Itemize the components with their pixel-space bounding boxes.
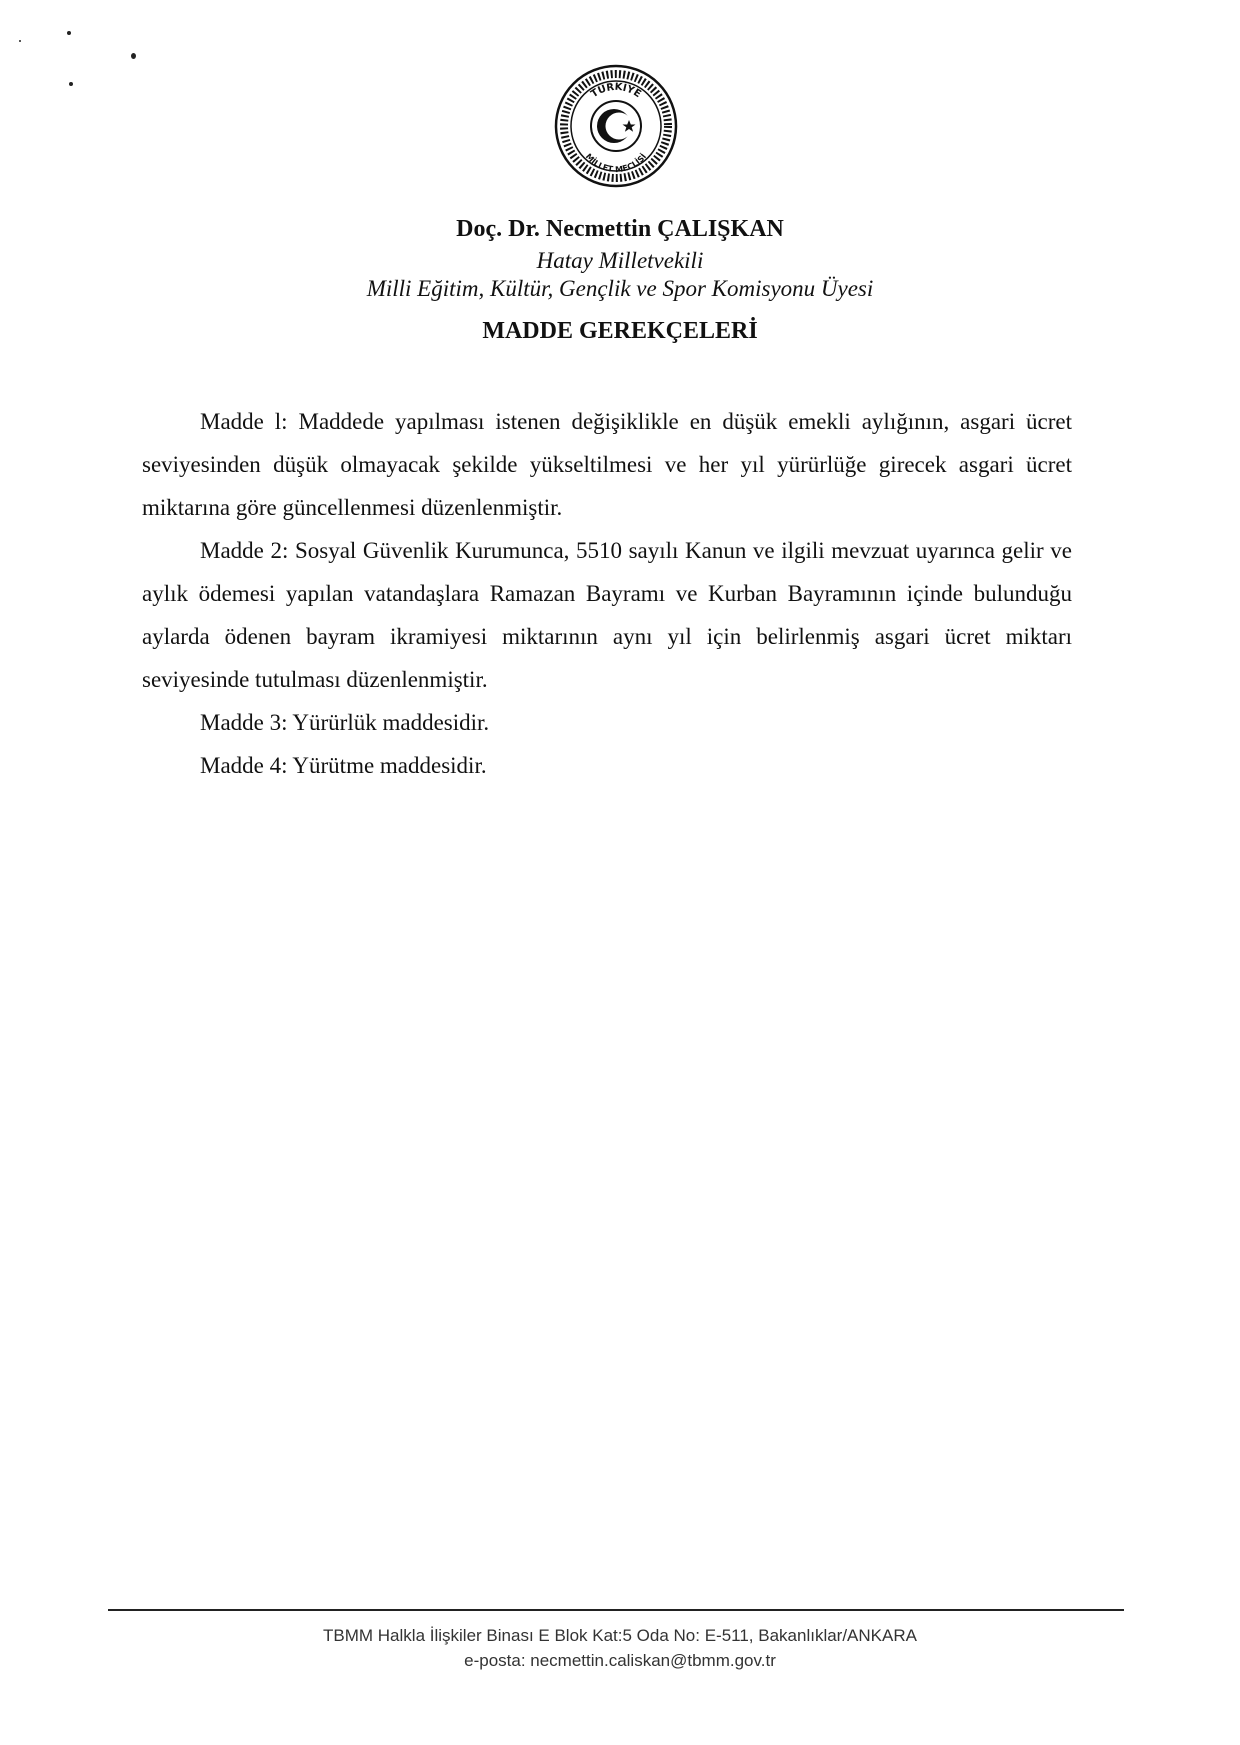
footer-email: e-posta: necmettin.caliskan@tbmm.gov.tr xyxy=(464,1651,776,1670)
scan-speck xyxy=(131,53,136,59)
tbmm-seal-icon xyxy=(554,64,678,188)
seal-top-text: TÜRKİYE xyxy=(589,81,643,101)
footer-address: TBMM Halkla İlişkiler Binası E Blok Kat:5 Oda No: E-511, Bakanlıklar/ANKARA xyxy=(323,1626,917,1645)
author-committee: Milli Eğitim, Kültür, Gençlik ve Spor Komisyonu Üyesi xyxy=(366,276,874,301)
scan-speck xyxy=(19,40,21,42)
seal-bottom-text: MİLLET MECLİSİ xyxy=(583,151,649,175)
footer-divider xyxy=(108,1609,1124,1611)
author-role: Hatay Milletvekili xyxy=(536,248,704,273)
document-body xyxy=(142,400,1072,787)
article-paragraph: Madde 4: Yürütme maddesidir. xyxy=(200,753,487,778)
scan-speck xyxy=(67,31,71,35)
svg-text:TÜRKİYE xyxy=(589,80,643,100)
scan-speck xyxy=(69,82,73,86)
article-paragraph: Madde 3: Yürürlük maddesidir. xyxy=(200,710,490,735)
author-name: Doç. Dr. Necmettin ÇALIŞKAN xyxy=(456,216,784,242)
article-paragraph: Madde l: Maddede yapılması istenen değişiklikle en düşük emekli aylığının, asgari ücret seviyesinden düşük olmayacak şekilde yükseltilmesi ve her yıl yürürlüğe girecek asgari ücret miktarına göre güncellenmesi düzenlenmiştir. xyxy=(142,409,1072,520)
document-title: MADDE GEREKÇELERİ xyxy=(482,318,758,344)
article-paragraph: Madde 2: Sosyal Güvenlik Kurumunca, 5510 sayılı Kanun ve ilgili mevzuat uyarınca gelir ve aylık ödemesi yapılan vatandaşlara Ramazan Bayramı ve Kurban Bayramının içinde bulunduğu aylarda ödenen bayram ikramiyesi miktarının aynı yıl için belirlenmiş asgari ücret miktarı seviyesinde tutulması düzenlenmiştir. xyxy=(142,538,1072,692)
